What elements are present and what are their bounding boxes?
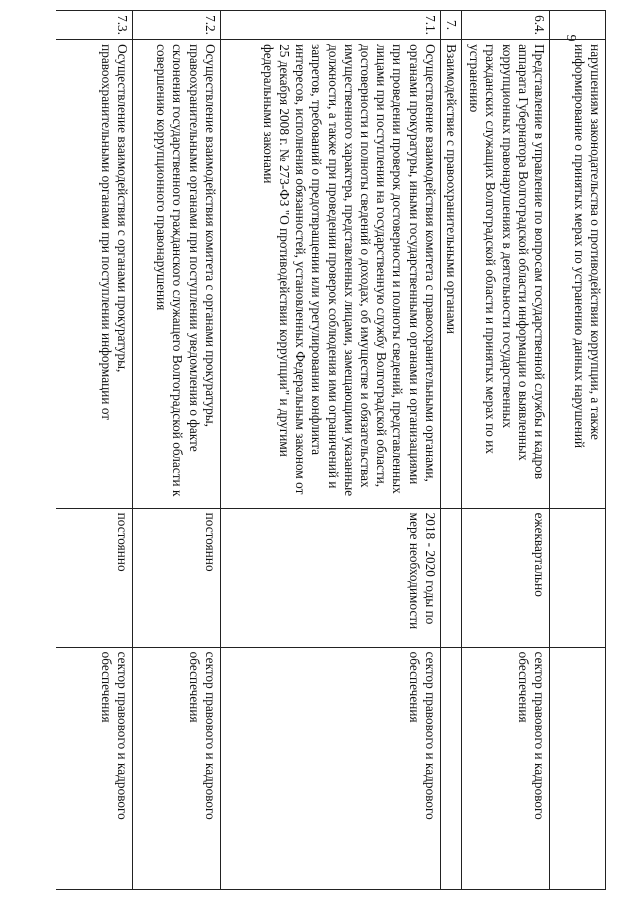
table-row	[440, 11, 461, 890]
action-cell: Осуществление взаимодействия комитета с правоохранительными органами, органами прокуратуры, иными государственными органами и организациями при проведении проверок достоверности и полноты сведений, представленных лицами при поступлении на государственную службу Волгоградской области, достоверности и полноты сведений о доходах, об имуществе и обязательствах имущественного характера, представленных лицами, замещающими указанные должности, а также при проведении проверок соблюдения ими ограничений и запретов, требований о предотвращении или урегулировании конфликта интересов, исполнения обязанностей, установленных Федеральным законом от 25 декабря 2008 г. № 273-ФЗ "О противодействии коррупции" и другими федеральными законами	[220, 40, 440, 509]
responsible-cell: сектор правового и кадрового обеспечения	[462, 647, 550, 889]
table-row	[462, 11, 550, 890]
term-cell: 2018 - 2020 годы по мере необходимости	[220, 508, 440, 647]
responsible-cell	[550, 647, 606, 889]
term-cell: постоянно	[132, 508, 220, 647]
section-heading-cell: Взаимодействие с правоохранительными органами	[440, 40, 461, 509]
responsible-cell	[440, 647, 461, 889]
row-number: 6.4.	[462, 11, 550, 40]
action-cell: Осуществление взаимодействия с органами прокуратуры, правоохранительными органами при поступлении информации от	[56, 40, 132, 509]
action-cell: Осуществление взаимодействия комитета с органами прокуратуры, правоохранительными органами при поступлении уведомления о факте склонения государственного гражданского служащего Волгоградской области к совершению коррупционного правонарушения	[132, 40, 220, 509]
table-row	[132, 11, 220, 890]
action-plan-table	[56, 10, 606, 890]
responsible-cell: сектор правового и кадрового обеспечения	[220, 647, 440, 889]
table-row	[550, 11, 606, 890]
responsible-cell: сектор правового и кадрового обеспечения	[132, 647, 220, 889]
row-number: 7.2.	[132, 11, 220, 40]
term-cell	[550, 508, 606, 647]
row-number: 7.	[440, 11, 461, 40]
rotated-page-frame	[56, 10, 606, 890]
row-number: 7.3.	[56, 11, 132, 40]
page-number: 9	[563, 34, 578, 42]
table-row	[220, 11, 440, 890]
term-cell	[440, 508, 461, 647]
action-cell: нарушениям законодательства о противодействии коррупции, а также информирование о принятых мерах по устранению данных нарушений	[550, 40, 606, 509]
rotated-table-container	[56, 10, 606, 890]
term-cell: ежеквартально	[462, 508, 550, 647]
responsible-cell: сектор правового и кадрового обеспечения	[56, 647, 132, 889]
row-number	[550, 11, 606, 40]
row-number: 7.1.	[220, 11, 440, 40]
action-cell: Представление в управление по вопросам государственной службы и кадров аппарата Губернатора Волгоградской области информации о выявленных коррупционных правонарушениях в деятельности государственных гражданских служащих Волгоградской области и принятых мерах по их устранению	[462, 40, 550, 509]
term-cell: постоянно	[56, 508, 132, 647]
table-row	[56, 11, 132, 890]
